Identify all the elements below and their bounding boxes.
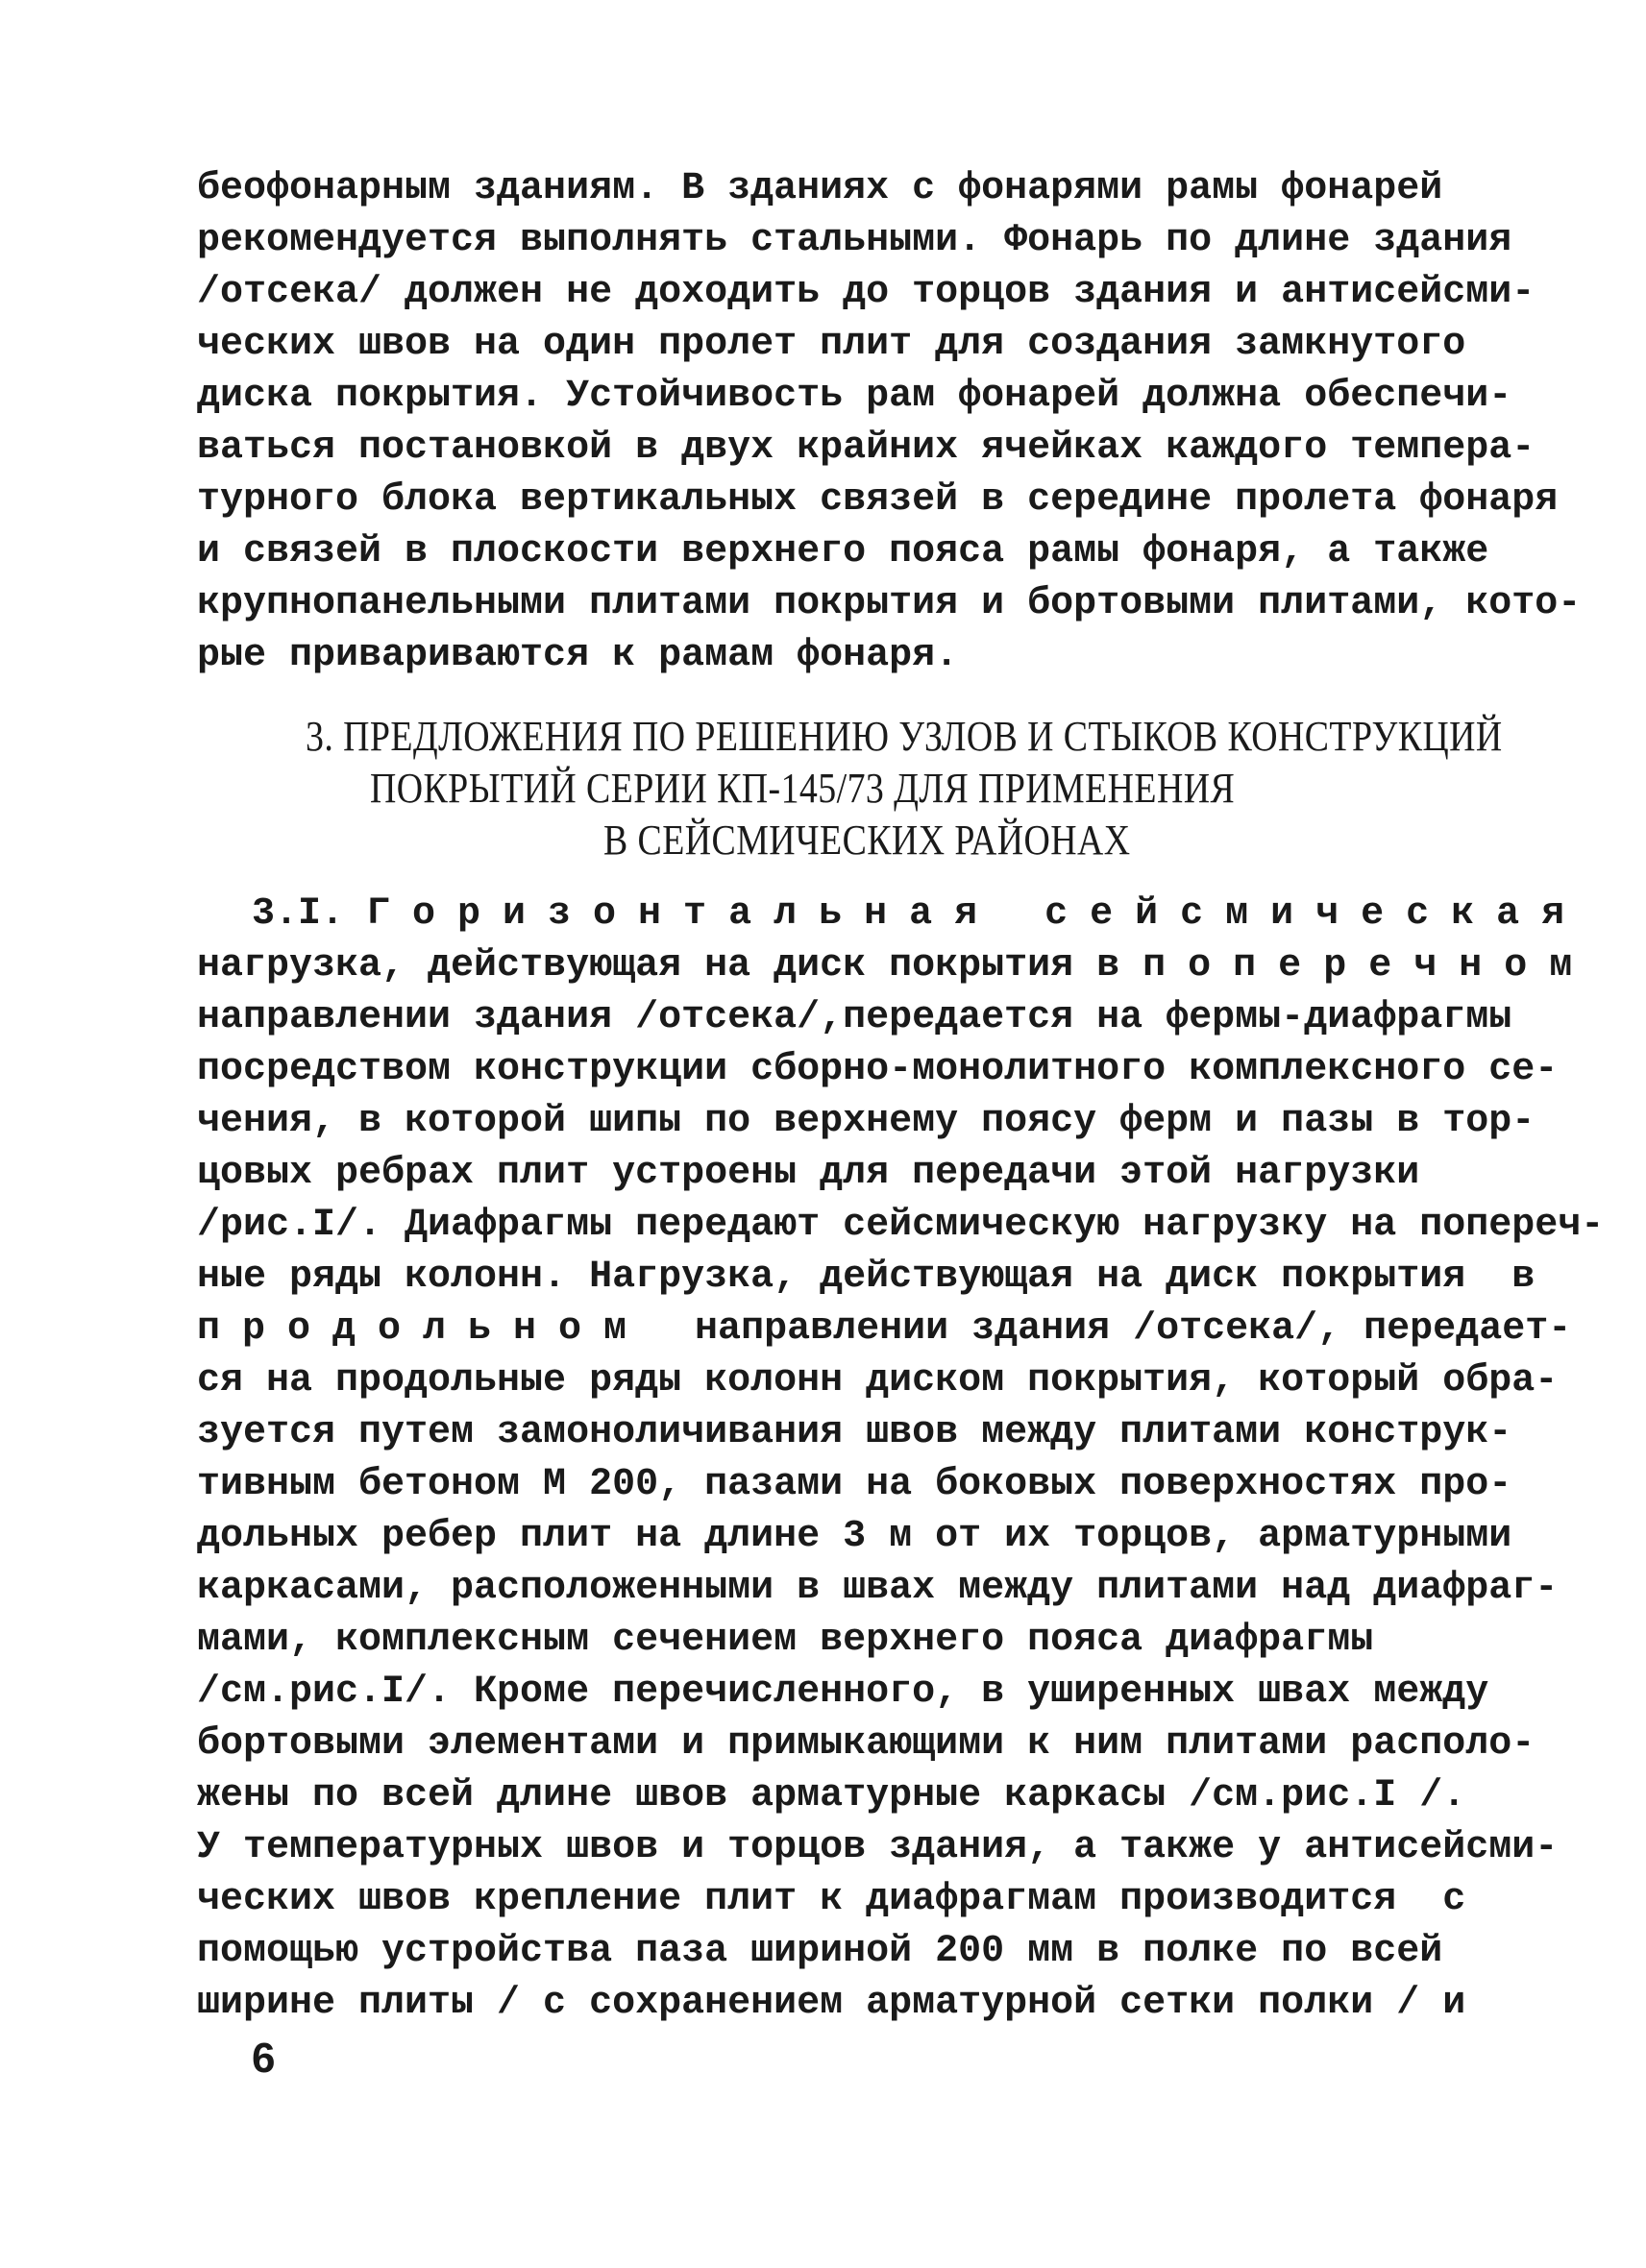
spaced-phrase: Горизонтальная сейсмическая [367,892,1587,936]
paragraph2-line-17: бортовыми элементами и примыкающими к ним плитами располо- [197,1722,1535,1766]
paragraph2-line-9 [197,1304,1571,1355]
paragraph2-line-18: жены по всей длине швов арматурные каркасы /см.рис.I /. [197,1774,1466,1817]
line2-start: нагрузка, действующая на диск покрытия в [197,944,1143,988]
paragraph2-line-22: ширине плиты / с сохранением арматурной сетки полки / и [197,1982,1466,2025]
paragraph1-line-8: и связей в плоскости верхнего пояса рамы фонаря, а также [197,530,1489,573]
paragraph2-line-5: чения, в которой шипы по верхнему поясу ферм и пазы в тор- [197,1100,1535,1143]
paragraph2-line-20: ческих швов крепление плит к диафрагмам производится с [197,1878,1466,1921]
paragraph1-line-3: /отсека/ должен не доходить до торцов здания и антисейсми- [197,271,1535,314]
paragraph1-line-5: диска покрытия. Устойчивость рам фонарей должна обеспечи- [197,375,1512,418]
paragraph2-line-2 [197,940,1594,992]
paragraph1-line-6: ваться постановкой в двух крайних ячейках каждого темпера- [197,427,1535,470]
paragraph2-line-12: тивным бетоном М 200, пазами на боковых поверхностях про- [197,1463,1512,1506]
paragraph2-line-6: цовых ребрах плит устроены для передачи этой нагрузки [197,1152,1420,1195]
section-heading-line-3: В СЕЙСМИЧЕСКИХ РАЙОНАХ [603,817,1131,864]
paragraph2-line-11: зуется путем замоноличивания швов между плитами конструк- [197,1411,1512,1454]
paragraph2-line-13: дольных ребер плит на длине 3 м от их торцов, арматурными [197,1515,1512,1558]
paragraph1-line-7: турного блока вертикальных связей в середине пролета фонаря [197,478,1559,522]
line9-rest: направлении здания /отсека/, передает- [649,1307,1572,1351]
page-number: 6 [252,2035,276,2082]
paragraph2-line-8: ные ряды колонн. Нагрузка, действующая на диск покрытия в [197,1256,1535,1299]
paragraph2-line-10: ся на продольные ряды колонн диском покрытия, который обра- [197,1359,1559,1402]
paragraph1-line-9: крупнопанельными плитами покрытия и бортовыми плитами, кото- [197,582,1582,625]
line9-spaced-word: продольном [197,1307,650,1351]
section-number: 3.I. [252,892,345,936]
paragraph2-line-15: мами, комплексным сечением верхнего пояса диафрагмы [197,1619,1374,1662]
paragraph1-line-1: беофонарным зданиям. В зданиях с фонарями рамы фонарей [197,167,1443,210]
paragraph1-line-2: рекомендуется выполнять стальными. Фонарь по длине здания [197,219,1512,262]
paragraph2-line-1 [252,889,1586,940]
paragraph2-line-14: каркасами, расположенными в швах между плитами над диафраг- [197,1567,1559,1610]
paragraph2-line-16: /см.рис.I/. Кроме перечисленного, в уширенных швах между [197,1671,1489,1714]
section-heading-line-2: ПОКРЫТИЙ СЕРИИ КП-145/73 ДЛЯ ПРИМЕНЕНИЯ [370,765,1236,812]
line2-spaced-word: поперечном [1142,944,1595,988]
paragraph2-line-3: направлении здания /отсека/,передается на фермы-диафрагмы [197,996,1512,1039]
paragraph1-line-10: рые привариваются к рамам фонаря. [197,634,959,677]
paragraph2-line-19: У температурных швов и торцов здания, а также у антисейсми- [197,1826,1559,1869]
paragraph2-line-7: /рис.I/. Диафрагмы передают сейсмическую нагрузку на попереч- [197,1204,1605,1247]
paragraph1-line-4: ческих швов на один пролет плит для создания замкнутого [197,323,1466,366]
paragraph2-line-4: посредством конструкции сборно-монолитного комплексного се- [197,1048,1559,1091]
paragraph2-line-21: помощью устройства паза шириной 200 мм в полке по всей [197,1930,1443,1973]
section-heading-line-1: 3. ПРЕДЛОЖЕНИЯ ПО РЕШЕНИЮ УЗЛОВ И СТЫКОВ КОНСТРУКЦИЙ [306,713,1503,760]
